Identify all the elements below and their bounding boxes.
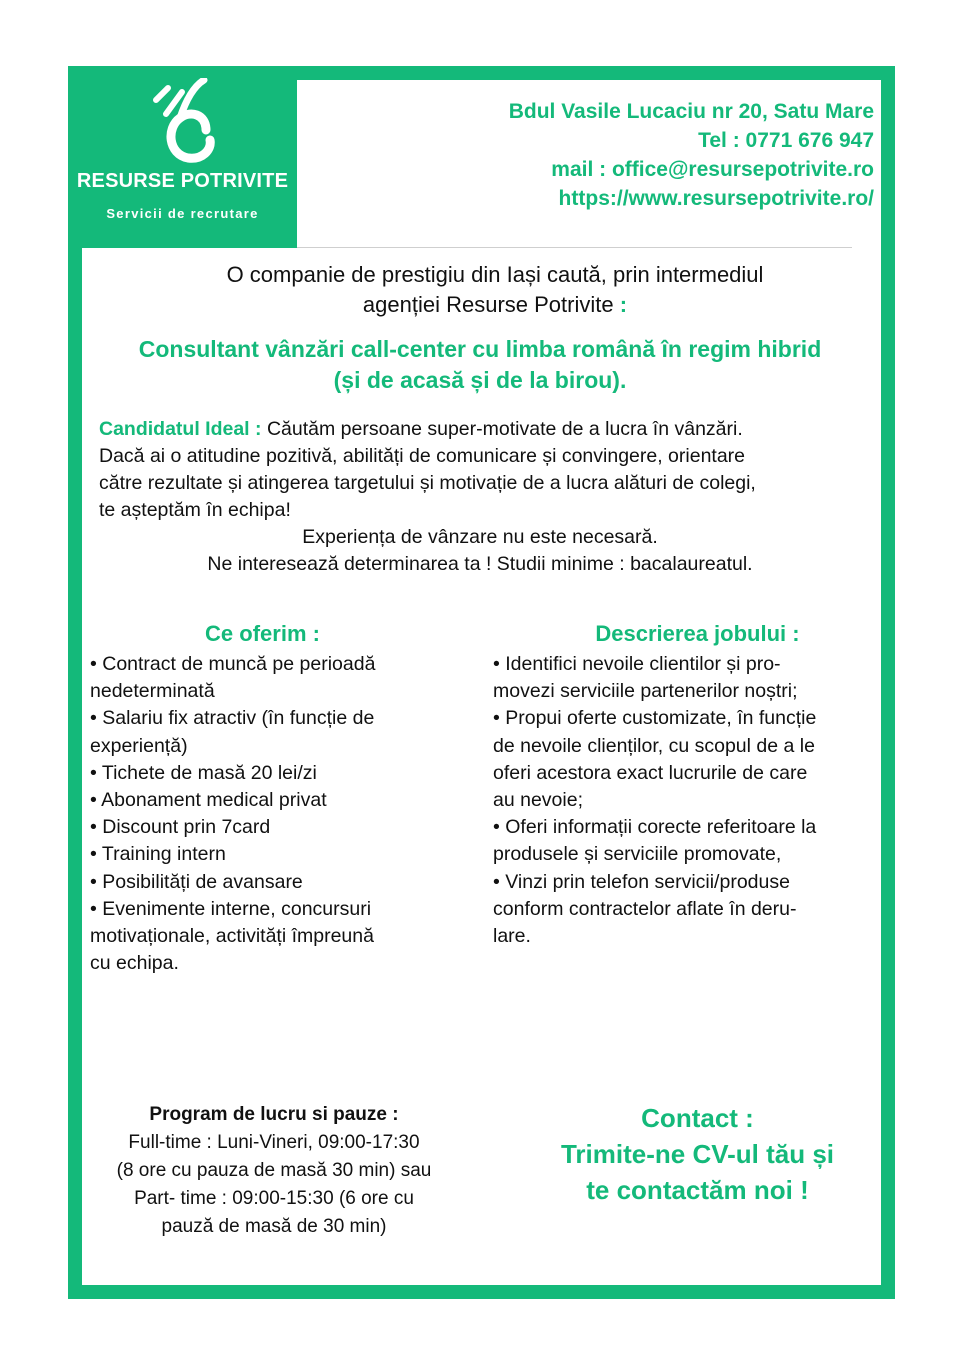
intro-line-1: O companie de prestigiu din Iași caută, prin intermediul <box>226 262 764 287</box>
address: Bdul Vasile Lucaciu nr 20, Satu Mare <box>508 100 874 123</box>
brand-name: RESURSE POTRIVITE <box>76 170 289 192</box>
ideal-text-1: Căutăm persoane super-motivate de a lucra în vânzări. <box>266 418 743 440</box>
intro-text <box>150 260 840 320</box>
job-title-line-1: Consultant vânzări call-center cu limba română în regim hibrid <box>138 336 822 362</box>
job-title-line-2: (și de acasă și de la birou). <box>333 367 627 393</box>
intro-colon: : <box>619 292 628 317</box>
contact-cta <box>520 1100 875 1208</box>
list-item: produsele și serviciile promovate, <box>493 843 782 866</box>
schedule-title: Program de lucru si pauze : <box>149 1104 399 1125</box>
schedule-line-3: Part- time : 09:00-15:30 (6 ore cu <box>134 1188 414 1209</box>
list-item: au nevoie; <box>493 789 583 812</box>
job-description-list <box>493 651 878 950</box>
contact-line-2: te contactăm noi ! <box>586 1175 809 1205</box>
list-item: • Vinzi prin telefon servicii/produse <box>493 870 790 893</box>
job-title <box>90 334 870 396</box>
intro-agency: agenției Resurse Potrivite <box>362 292 614 317</box>
work-schedule <box>84 1101 464 1241</box>
experience-note: Experiența de vânzare nu este necesară. <box>302 526 658 548</box>
list-item: • Contract de muncă pe perioadă <box>90 653 376 675</box>
list-item: • Propui oferte customizate, în funcție <box>493 707 817 730</box>
list-item: oferi acestora exact lucrurile de care <box>493 761 808 784</box>
header-contact <box>509 97 874 213</box>
studies-note: Ne interesează determinarea ta ! Studii minime : bacalaureatul. <box>207 553 753 575</box>
ideal-line-4: te așteptăm în echipa! <box>99 499 291 521</box>
schedule-line-4: pauză de masă de 30 min) <box>161 1216 387 1237</box>
list-item: • Evenimente interne, concursuri <box>90 897 372 920</box>
schedule-line-1: Full-time : Luni-Vineri, 09:00-17:30 <box>128 1132 420 1153</box>
brand-tagline: Servicii de recrutare <box>106 206 259 221</box>
list-item: • Training intern <box>90 843 226 866</box>
header-divider <box>297 247 852 248</box>
phone[interactable]: Tel : 0771 676 947 <box>698 129 874 152</box>
ideal-line-2: Dacă ai o atitudine pozitivă, abilități de comunicare și convingere, orientare <box>99 445 746 467</box>
ideal-line-3: către rezultate și atingerea targetului și motivație de a lucra alături de colegi, <box>99 472 756 494</box>
list-item: de nevoile clienților, cu scopul de a le <box>493 734 815 757</box>
logo-icon <box>148 78 220 168</box>
contact-title: Contact : <box>641 1103 754 1133</box>
list-item: • Identifici nevoile clientilor și pro- <box>493 653 781 675</box>
offer-title: Ce oferim : <box>205 621 320 646</box>
list-item: • Abonament medical privat <box>90 789 327 812</box>
list-item: motivaționale, activități împreună <box>90 925 374 948</box>
list-item: • Discount prin 7card <box>90 816 271 839</box>
schedule-line-2: (8 ore cu pauza de masă 30 min) sau <box>116 1160 432 1181</box>
website-link[interactable]: https://www.resursepotrivite.ro/ <box>558 187 874 210</box>
job-description-title: Descrierea jobului : <box>595 621 800 646</box>
list-item: • Posibilități de avansare <box>90 870 303 893</box>
ideal-line-1 <box>99 416 879 443</box>
list-item: • Salariu fix atractiv (în funcție de <box>90 707 375 730</box>
ideal-label: Candidatul Ideal : <box>99 418 262 440</box>
list-item: movezi serviciile partenerilor noștri; <box>493 680 798 703</box>
offer-list <box>90 651 470 977</box>
email[interactable]: mail : office@resursepotrivite.ro <box>551 158 874 181</box>
list-item: lare. <box>493 925 531 948</box>
contact-line-1: Trimite-ne CV-ul tău și <box>560 1139 835 1169</box>
list-item: • Tichete de masă 20 lei/zi <box>90 761 317 784</box>
list-item: nedeterminată <box>90 680 215 703</box>
list-item: experiență) <box>90 734 188 757</box>
list-item: conform contractelor aflate în deru- <box>493 897 797 920</box>
ideal-candidate <box>99 416 879 524</box>
ideal-requirements <box>90 524 870 578</box>
list-item: • Oferi informații corecte referitoare la <box>493 816 817 839</box>
intro-line-2 <box>150 290 840 320</box>
list-item: cu echipa. <box>90 952 179 975</box>
